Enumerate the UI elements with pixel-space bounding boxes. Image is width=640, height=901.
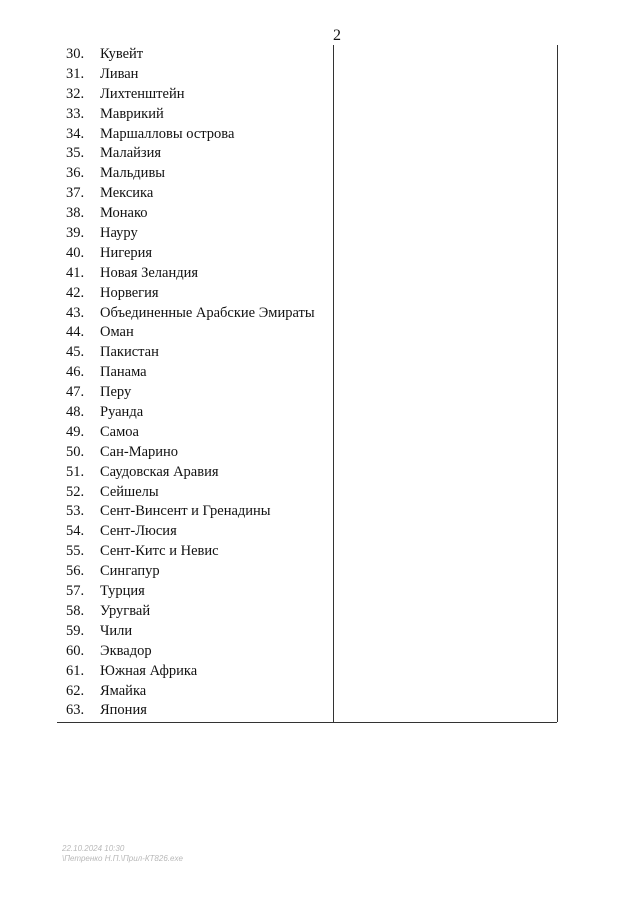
country-name: Сингапур: [100, 563, 160, 580]
list-item: [57, 105, 333, 125]
list-item: [57, 343, 333, 363]
country-name: Кувейт: [100, 46, 144, 62]
item-number: 42.: [66, 284, 85, 301]
item-number: 41.: [66, 264, 85, 281]
item-number: 55.: [66, 543, 85, 560]
list-item: [57, 562, 333, 582]
list-item: [57, 701, 333, 721]
list-item: [57, 662, 333, 682]
country-name: Сан-Марино: [100, 443, 179, 460]
country-name: Норвегия: [100, 284, 159, 301]
country-name: Мальдивы: [100, 165, 166, 182]
country-list: [57, 45, 333, 721]
country-name: Сент-Люсия: [100, 523, 177, 540]
country-name: Турция: [100, 583, 145, 600]
list-item: [57, 184, 333, 204]
country-name: Маврикий: [100, 105, 164, 122]
list-item: [57, 164, 333, 184]
item-number: 58.: [66, 602, 85, 619]
footer-file-path: \Петренко Н.П.\Прил-КТ826.exe: [62, 854, 183, 863]
list-item: [57, 682, 333, 702]
item-number: 51.: [66, 463, 85, 480]
item-number: 45.: [66, 344, 85, 361]
list-item: [57, 144, 333, 164]
country-name: Маршалловы острова: [100, 125, 235, 142]
country-name: Малайзия: [100, 145, 162, 162]
item-number: 59.: [66, 622, 85, 639]
page-number: 2: [333, 27, 341, 44]
list-item: [57, 423, 333, 443]
list-item: [57, 602, 333, 622]
list-item: [57, 65, 333, 85]
item-number: 52.: [66, 483, 85, 500]
list-item: [57, 383, 333, 403]
country-name: Сент-Китс и Невис: [100, 543, 219, 560]
list-item: [57, 622, 333, 642]
country-name: Лихтенштейн: [100, 85, 185, 102]
list-item: [57, 582, 333, 602]
item-number: 32.: [66, 85, 85, 102]
item-number: 44.: [66, 324, 85, 341]
item-number: 34.: [66, 125, 85, 142]
country-name: Руанда: [100, 404, 144, 421]
item-number: 48.: [66, 404, 85, 421]
list-item: [57, 304, 333, 324]
country-name: Панама: [100, 364, 147, 381]
item-number: 35.: [66, 145, 85, 162]
item-number: 54.: [66, 523, 85, 540]
item-number: 36.: [66, 165, 85, 182]
country-name: Сент-Винсент и Гренадины: [100, 503, 271, 520]
country-name: Южная Африка: [100, 662, 198, 679]
item-number: 31.: [66, 65, 85, 82]
countries-table: [57, 45, 558, 722]
country-name: Монако: [100, 205, 148, 222]
item-number: 49.: [66, 423, 85, 440]
country-name: Ямайка: [100, 682, 147, 699]
item-number: 63.: [66, 702, 85, 719]
list-item: [57, 204, 333, 224]
list-item: [57, 483, 333, 503]
item-number: 47.: [66, 384, 85, 401]
country-name: Эквадор: [100, 642, 152, 659]
list-item: [57, 244, 333, 264]
country-name: Перу: [100, 384, 132, 401]
country-name: Саудовская Аравия: [100, 463, 219, 480]
item-number: 56.: [66, 563, 85, 580]
item-number: 61.: [66, 662, 85, 679]
item-number: 38.: [66, 205, 85, 222]
item-number: 50.: [66, 443, 85, 460]
item-number: 37.: [66, 185, 85, 202]
country-name: Самоа: [100, 423, 139, 440]
list-item: [57, 463, 333, 483]
list-item: [57, 522, 333, 542]
list-item: [57, 264, 333, 284]
table-bottom-rule: [57, 722, 557, 723]
country-name: Объединенные Арабские Эмираты: [100, 304, 315, 321]
list-item: [57, 224, 333, 244]
country-name: Мексика: [100, 185, 154, 202]
footer-stamp: [62, 844, 183, 864]
item-number: 43.: [66, 304, 85, 321]
country-name: Пакистан: [100, 344, 159, 361]
list-item: [57, 85, 333, 105]
list-item: [57, 642, 333, 662]
list-item: [57, 45, 333, 65]
list-item: [57, 542, 333, 562]
item-number: 53.: [66, 503, 85, 520]
country-name: Сейшелы: [100, 483, 159, 500]
item-number: 40.: [66, 244, 85, 261]
column-divider: [333, 45, 334, 722]
list-item: [57, 443, 333, 463]
list-item: [57, 125, 333, 145]
country-name: Япония: [100, 702, 147, 719]
list-item: [57, 284, 333, 304]
item-number: 46.: [66, 364, 85, 381]
country-name: Науру: [100, 225, 138, 242]
item-number: 57.: [66, 583, 85, 600]
item-number: 39.: [66, 225, 85, 242]
list-item: [57, 403, 333, 423]
country-name: Уругвай: [100, 602, 151, 619]
item-number: 30.: [66, 46, 85, 62]
country-name: Оман: [100, 324, 134, 341]
item-number: 62.: [66, 682, 85, 699]
country-name: Новая Зеландия: [100, 264, 199, 281]
list-item: [57, 323, 333, 343]
country-name: Ливан: [100, 65, 139, 82]
country-name: Чили: [100, 622, 133, 639]
item-number: 60.: [66, 642, 85, 659]
list-item: [57, 502, 333, 522]
item-number: 33.: [66, 105, 85, 122]
list-item: [57, 363, 333, 383]
country-name: Нигерия: [100, 244, 153, 261]
footer-timestamp: 22.10.2024 10:30: [62, 844, 125, 853]
